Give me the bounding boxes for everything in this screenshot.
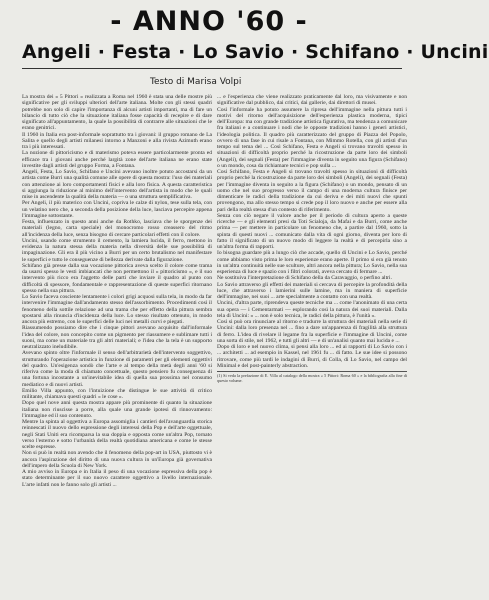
paragraph: Così l'informale ha potuto assumere la ripresa dell'immagine nella pittura tutti i motivi del ritorno dell'acquisizione dell'esperienza plastica moderna, tipici dell'Europa: ma con grande tradizione artistica figurativa, ma tendenza a comunicare fra italiani e a continuare i nodi che le opposte tradizioni hanno i generi artistici, l'ideologia politica. Il quadro più caratterizzato del gruppo di Piazza del Popolo, ovvero di una fase in cui risale a Fontana, con Mimmo Rotella, con gli artisti d'un tempo sul tema del ... Così Schifano, Festa e Angeli si trovano travolti spesso in situazioni di difficoltà proprio perché la ricostruzione da parte loro dei simboli (Angeli), dei segnali (Festa) per l'immagine diventa in seguito una figura (Schifano) o un mondo, cosa da richiamare tecnici e pop sulla ... — [217, 106, 407, 169]
paragraph: Uncini, usando come strumento il cemento, la lamiera lucida, il ferro, mettono in evidenza la natura stessa della materia nella diversità delle sue possibilità di impaginazione. Gli era il più vicino a Burri per un certo brutalismo nel manifestare le superfici e tutto le conseguenze di bellezza derivate dalla figurazione. — [22, 237, 212, 263]
title-rule — [22, 68, 402, 69]
paragraph: Così si può ora rinunciare al ritorno e tradurre la struttura dei materiali nella serie di Uncini: dalla loro presenza nel ... fino a dare un'apparenza di fragilità alla struttura di ferro. L'idea di rivelare il legame fra la superficie e l'immagine di Uncini, come una sorta di stile, nel 1962, e tutti gli altri — e di un'analisi quanto mai lucida e ... — [217, 319, 407, 344]
paragraph: Schifano già presse dalla sua vocazione pittorica aveva scelto il colore come trama da usarsi spesso le vesti imbiancati che non permettono il « pittoricismo », e il suo intervento più ricco era l'aggetto delle parti che inviare il quadro al punto con difficoltà di spessore, fondamentale e rappresentazione di queste superfici ritornano spesso nella sua pittura. — [22, 262, 212, 294]
paragraph: Ne sostituiva l'interpretazione di Schifano della da Caravaggio, o perfino altri. — [217, 275, 392, 282]
page-title: - ANNO '60 - — [110, 6, 308, 37]
paragraph: Riassumendo possiamo dire che i cinque pittori avevano acquisito dall'informale l'idea del colore, non concepito come un pigmento per riassumere e sublimare tutti i suoni, ma come un materiale tra gli altri materiali; e l'idea che la tela è un supporto neutralizzato ineludibile. — [22, 325, 212, 350]
paragraph: Angeli, Festa, Lo Savio, Schifano e Uncini avevano inoltre potuto accostarsi da un artista come Burri una qualità comune alle opere di questa mostra: l'uso dei materiali con attenzione ai loro comportamenti fisici e alla loro fisica. A questa caratteristica si aggiunga la riduzione al minimo dell'intervento dell'artista in modo che le quali mise in ascendente la qualità della materia — o una struttura semplificativa. — [22, 169, 212, 200]
paragraph: Cosi Schifano, Festa e Angeli si trovano travolti spesso in situazioni di difficoltà proprio perché la ricostruzione da parte loro dei simboli (Angeli), dei segnali (Festa) per l'immagine diventa in seguito a la figura (Schifano) o un mondo, pensato di un uomo che nel suo progresso verso il campo di una moderna cultura finisce per dimenticare le radici della tradizione da cui deriva e dei miti nuovi che spunti provengono, ma allo stesso tempo si crede pop il loro nuovo e anche per essere alla pari della realtà stessa d'un contesto di riferimento. — [217, 169, 407, 213]
paragraph: Senza con ciò negare il valore anche per il periodo di cultura aperto a queste ricerche — e gli elementi presi da Toti Scialoja, da Mafai e da Burri, come anche prima — per mettere in particolare un fenomeno che, a partire dal 1960, sotto la spinta di questi nuovi ... comunicato dalla vita di ogni giorno, diventa per loro di fatto il significato di un nuovo modo di leggere la realtà e di percepirla sino a un'altra forma di rapporti. — [217, 212, 407, 250]
artists-subtitle: Angeli · Festa · Lo Savio · Schifano · Uncini — [22, 41, 489, 63]
footnotes: (1) Si veda la prefazione di E. Villa al catalogo della mostra « 5 Pittori: Roma 60 » e la bibliografia alla fine di questo volume. — [217, 373, 407, 383]
paragraph: Uncini, d'altra parte, riprendeva queste tecniche ma ... come l'anonimato di una certa sua opera — i Cementarmati — esplorando così la natura dei suoi materiali. Dalla tela di Uncini: « ... non è solo tecnica, le radici della pittura, è l'unità ». — [217, 300, 407, 319]
paragraph: Dopo quel nove anni questa mostra appare più prominente di quanto la situazione italiana non riuscisse a porre, alla quale una grande ipotesi di rinnovamento: l'immagine ed il suo contenuto. — [22, 400, 212, 419]
paragraph: Il 1960 in Italia era post-informale soprattutto tra i giovani: il gruppo romano de La Salita e quello degli artisti milanesi intorno a Manzoni e alla rivista Azimuth erano tra i più interessati. — [22, 131, 212, 150]
paragraph: La nozione di pittoricismo e di materismo poteva essere particolarmente pronta ed efficace tra i giovani anche perché largità zone dell'arte italiana ne erano state investite dagli artisti del gruppo Forma, a Fontana. — [22, 150, 212, 169]
paragraph: Per Angeli, il più materico con Uncini, copriva le calze di nylon, tese sulla tela, con un velatino nero che, a seconda della posizione della luce, lasciava percepire appena l'immagine sottostante. — [22, 200, 212, 219]
paragraph: Lo Savio attraverso gli effetti dei materiali si cercava di percepire la profondità della luce, che attraverso i lamierini sulle lamine, ma in maniera di superficie dell'immagine, nei suoi ... arte specialmente a contatto con una realtà. — [217, 281, 407, 300]
paragraph: Festa, influenzato in questo anni anche da Rothko, lasciava che le sporgenze dei materiali (legno, carta speciale) del monocromo rosso creassero del ritmo all'incidenza della luce, senza bisogno di cercare particolari effetti con il colore. — [22, 219, 212, 238]
paragraph: Non si può in realtà non avendo che il fenomeno della pop-art in USA, piuttosto vi è ancora l'aspirazione del diritto di una nuova cultura in un'Europa già governativa dell'impero della Scuola di New York. — [22, 450, 212, 469]
paragraph: Avevano spinto oltre l'informale il senso dell'arbitrarietà dell'intervento soggettivo, strutturando l'operazione artistica in funzione di parametri per gli elementi oggettivi del quadro. Un'esigenza sondò che l'arte e al tempo della metà degli anni '60 si riferiva come la moda di chiamato concettuale, questo pensiero fu conseguenza di una fortuna incostante a un'inevitabile idea di quella sua prossima nel consumo mediatico e di nuovi artisti. — [22, 350, 212, 388]
paragraph: La mostra dei « 5 Pittori » realizzata a Roma nel 1960 è stata una delle mostre più significative per gli sviluppi ulteriori dell'arte italiana. Molte con gli stessi quadri potrebbe non solo di capire l'importanza di alcuni artisti importanti, ma di fare un bilancio di tutto ciò che la situazione italiana fosse capacità di recepire e di dare significato all'appuntamento, la quale la possibilità di contrarre alle situazioni che le erano genitrici. — [22, 94, 212, 132]
paragraph: Mentre la spinta al oggettiva a Europa assomiglia i cantieri dell'avanguardia storica reinnescati il nuovo dello espressione degli interessi della Pop e dell'arte oggettuale, negli Stati Uniti era ricomparsa la sua doppia e opposta come un'altra Pop, tornato verso l'esterno e sotto l'urbanità della realtà quotidiana americana e come le stesse scelte espresse. — [22, 419, 212, 450]
paragraph: Lo Savio faceva cosciente lentamente i colori grigi acquosi sulla tela, in modo da far intervenire l'immagine dall'andamento stesso dell'assorbimento. Procedimenti così il fenomeno della sottile relazione ad una trama che per effetto della pittura sembra spostarsi alla rinuncia d'incidenza della luce. Lo stesso risultato ottenuto, in modo ancora più estremo, con le superfici delle luci nei metalli curvi e piegati. — [22, 294, 212, 325]
right-text-column — [217, 94, 407, 590]
paragraph: ... e l'esperienza che viene realizzato praticamente dal loro, ma visivamente e non significative dal pubblico, dai critici, dai gallerie, dai direttori di musei. — [217, 94, 407, 107]
left-text-column — [22, 94, 212, 590]
paragraph: A mio avviso in Europa e in Italia il peso di una vocazione espressiva della pop è stato determinante per il suo nuovo carattere oggettivo a livello internazionale. L'arte infatti non le fanno solo gli artisti ... — [22, 469, 212, 488]
paragraph: Dopo di loro e nel nuovo clima, si pensi alla loro ... ed ai rapporti di Lo Savio con i ... architetti ... ad esempio in Kassel, nel 1961 fu ... di fatto. Le sue idee si possono ritrovare, come più tardi le indagini di Burri, di Colla, di Lo Savio, nel campo del Minimal e del post-painterly abstraction. — [217, 344, 407, 369]
paragraph: Emilio Villa appunto, con l'intuizione che distingue le sue attività di critico militante, chiamava questi quadri « le cose ». — [22, 387, 212, 400]
byline: Testo di Marisa Volpi — [150, 77, 242, 87]
paragraph: Io bisogna guardare più a lungo ciò che accade, quello di Uncini e Lo Savio, perché come abbiamo visto prima le loro esperienze erano aperte. Il primo si era già tenuto in un'altra continuità nelle sue sculture, altri ancora nella pittura; Lo Savio, nella sua esperienza di luce e spazio con i filtri colorati, aveva cercato di fermare ... — [217, 250, 407, 275]
